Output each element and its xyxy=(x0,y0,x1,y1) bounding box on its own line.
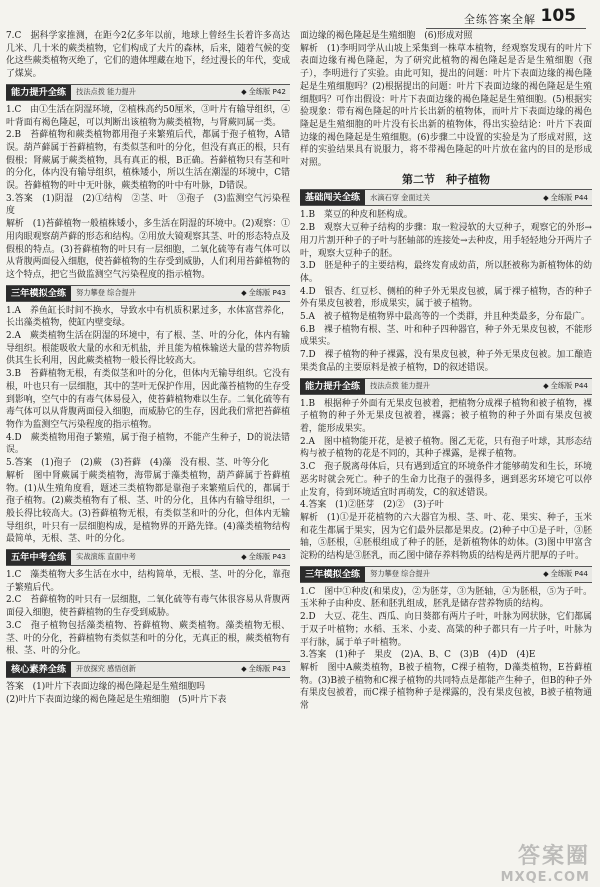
page-header xyxy=(0,4,600,30)
section-subtitle: 水滴石穿 金面过关 xyxy=(370,192,430,202)
section-banner xyxy=(6,549,290,566)
section-banner xyxy=(6,285,290,302)
section-subtitle: 努力攀登 综合提升 xyxy=(370,568,430,578)
section-page-ref: ◆ 全练版 P43 xyxy=(241,551,286,564)
section-title: 基础闯关全练 xyxy=(300,190,365,205)
answer-text: 面边缘的褐色隆起是生殖细胞 (6)形成对照 解析 (1)李明同学从山坡上采集到一株草本植物，经观察发现有的叶片下表面边缘有褐色隆起，为了研究此植物的褐色隆起是否是生殖细胞（孢子），李明进行了实验。由此可知，提出的问题：叶片下表面边缘的褐色隆起是生殖细胞吗？(2)根据提出的问题：叶片下表面边缘的褐色隆起是生殖细胞吗？可作出假设：叶片下表面边缘的褐色隆起是生殖细胞。(5)根据实验现象：带有褐色隆起的叶片长出新的植物体，而叶片下表面边缘的褐色隆起是生殖细胞的叶片没有长出新的植物体，得出实验结论：叶片下表面边缘的褐色隆起是生殖细胞。(6)步骤二中设置的实验是为了形成对照，这样的实验结果具有说服力，将不带褐色隆起的叶片放在盆内的目的是形成对照。 xyxy=(300,31,592,169)
section-page-ref: ◆ 全练版 P44 xyxy=(543,568,588,581)
section-title: 能力提升全练 xyxy=(6,85,71,100)
section-subtitle: 实战演练 直面中考 xyxy=(76,552,136,562)
answer-text: 1.C 图中①种皮(和果皮)，②为胚芽，③为胚轴，④为胚根，⑤为子叶。玉米种子由种皮、胚和胚乳组成，胚乳是储存营养物质的结构。 2.D 大豆、花生、西瓜、向日葵都有两片子叶，叶脉为网状脉，它们都属于双子叶植物；水稻、玉米、小麦、高粱的种子都只有一片子叶，叶脉为平行脉，属于单子叶植物。 3.答案 (1)种子 果皮 (2)A、B、C (3)B (4)D (4)E 解析 图中A蕨类植物，B被子植物，C裸子植物，D藻类植物，E苔藓植物。(3)B被子植物和C裸子植物的共同特点是都能产生种子，但B的种子外有果皮包被着，而C裸子植物种子是裸露的，没有果皮包被，B被子植物通常 xyxy=(300,586,592,712)
header-rule xyxy=(426,28,586,29)
section-page-ref: ◆ 全练版 P43 xyxy=(241,287,286,300)
watermark-top: 答案圈 xyxy=(517,844,590,869)
watermark-bottom: MXQE.COM xyxy=(500,870,590,885)
watermark-logo xyxy=(480,839,590,885)
header-title: 全练答案全解 xyxy=(464,13,536,26)
section-title: 核心素养全练 xyxy=(6,662,71,677)
section-page-ref: ◆ 全练版 P42 xyxy=(241,86,286,99)
answer-text: 1.C 藻类植物大多生活在水中，结构简单，无根、茎、叶的分化，靠孢子繁殖后代。 2.C 苔藓植物的叶只有一层细胞，二氧化硫等有毒气体很容易从背腹两面侵入细胞，使苔藓植物的生存受到威胁。 3.C 孢子植物包括藻类植物、苔藓植物、蕨类植物。藻类植物无根、茎、叶的分化，苔藓植物有类似茎和叶的分化，无真正的根，蕨类植物有根、茎、叶的分化。 xyxy=(6,570,290,657)
section-banner xyxy=(300,566,592,583)
section-page-ref: ◆ 全练版 P44 xyxy=(543,192,588,205)
page-number: 105 xyxy=(540,6,576,26)
section-title: 三年模拟全练 xyxy=(6,286,71,301)
section-banner xyxy=(6,84,290,101)
section-banner xyxy=(6,661,290,678)
right-column xyxy=(300,30,592,880)
chapter-heading: 第二节 种子植物 xyxy=(402,172,490,186)
section-banner xyxy=(300,378,592,395)
answer-text: 答案 (1)叶片下表面边缘的褐色隆起是生殖细胞吗 (2)叶片下表面边缘的褐色隆起是生殖细胞 (5)叶片下表 xyxy=(6,681,227,705)
left-column xyxy=(6,30,290,880)
section-subtitle: 技法点拨 能力提升 xyxy=(76,86,136,96)
section-title: 能力提升全练 xyxy=(300,379,365,394)
section-subtitle: 努力攀登 综合提升 xyxy=(76,287,136,297)
section-title: 五年中考全练 xyxy=(6,550,71,565)
section-subtitle: 技法点拨 能力提升 xyxy=(370,380,430,390)
answer-text: 1.B 根据种子外面有无果皮包被着，把植物分成裸子植物和被子植物，裸子植物的种子外无果皮包被着，裸露；被子植物的种子外面有果皮包被着，能形成果实。 2.A 图中植物能开花，是被子植物。图乙无花，只有孢子叶球，其形态结构与被子植物的花是不同的，其种子裸露，是裸子植物。 3.C 孢子脱离母体后，只有遇到适宜的环境条件才能够萌发和生长，环境恶劣时就会死亡。种子的生命力比孢子的强得多，遇到恶劣环境它可以停止发育，待到环境适宜时再萌发，C的叙述错误。 4.答案 (1)②胚芽 (2)② (3)子叶 解析 (1)①是开花植物的六大器官为根、茎、叶、花、果实、种子，玉米和花生都属于果实，因为它们最外层都是果皮。(2)种子中①是子叶，③胚轴，⑤胚根，④胚根组成了种子的胚，是新植物体的幼体。(3)图中甲富含淀粉的结构是③胚乳，而乙图中储存养料物质的结构是两片肥厚的子叶。 xyxy=(300,398,592,562)
answer-text: 1.A 养鱼缸长时间不换水，导致水中有机质积累过多，水体富营养化，长出藻类植物，使缸内壁变绿。 2.A 蕨类植物生活在阴湿的环境中，有了根、茎、叶的分化，体内有输导组织。根能吸收大量的水和无机盐，并且能为植株输送大量的营养物质供其生长利用，因此蕨类植物一般长得比较高大。 3.B 苔藓植物无根，有类似茎和叶的分化，但体内无输导组织。它没有根，叶也只有一层细胞，其中的茎叶无保护作用，因此藻苔植物的生存受到影响，空气中的有毒气体易侵入，使苔藓植物难以生存。二氧化硫等有毒气体可以从背腹两面侵入细胞，而威胁它的生存，因此我们常把苔藓植物作为监测空气污染程度的指示植物。 4.D 蕨类植物用孢子繁殖，属于孢子植物，不能产生种子，D的说法错误。 5.答案 (1)孢子 (2)蕨 (3)苔藓 (4)藻 没有根、茎、叶等分化 解析 图中肾蕨属于蕨类植物，海带属于藻类植物，葫芦藓属于苔藓植物。(1)从生殖角度看，题述三类植物都是靠孢子来繁殖后代的，都属于孢子植物。(2)蕨类植物有了根、茎、叶的分化，且体内有输导组织，一般长得比较高大。(3)苔藓植物无根，有类似茎和叶的分化，但体内无输导组织，叶只有一层细胞构成，是植物界的开路先锋。(4)藻类植物结构最简单，无根、茎、叶的分化。 xyxy=(6,305,290,545)
answer-text: 7.C 据科学家推测，在距今2亿多年以前，地球上曾经生长着许多高达几米、几十米的蕨类植物，它们构成了大片的森林，后来，随着气候的变化这些蕨类植物灭绝了，它们的遗体埋藏在地下，经过漫长的年代，变成了煤炭。 xyxy=(6,31,290,80)
section-banner xyxy=(300,189,592,206)
answer-text: 1.B 菜豆的种皮和胚构成。 2.B 观察大豆种子结构的步骤：取一粒浸软的大豆种子，观察它的外形→用刀片割开种子的子叶与胚轴部的连接处→去种皮，用手轻轻地分开两片子叶，观察大豆种子的胚。 3.D 胚是种子的主要结构，最终发育成幼苗，所以胚被称为新植物体的幼体。 4.D 银杏、红豆杉、侧柏的种子外无果皮包被，属于裸子植物，杏的种子外有果皮包被着，形成果实，属于被子植物。 5.A 被子植物是植物界中最高等的一个类群，并且种类最多，分布最广。 6.B 裸子植物有根、茎、叶和种子四种器官，种子外无果皮包被，不能形成果实。 7.D 裸子植物的种子裸露，没有果皮包被，种子外无果皮包被。加工酿造果类食品的主要原料是被子植物，D的叙述错误。 xyxy=(300,210,592,373)
section-title: 三年模拟全练 xyxy=(300,567,365,582)
section-page-ref: ◆ 全练版 P43 xyxy=(241,663,286,676)
section-page-ref: ◆ 全练版 P44 xyxy=(543,380,588,393)
answer-text: 1.C 由①生活在阴湿环境，②植株高约50厘米，③叶片有输导组织，④叶背面有褐色隆起，可以判断出该植物为蕨类植物，与肾蕨同属一类。 2.B 苔藓植物和蕨类植物都用孢子来繁殖后代，都属于孢子植物，A错误。葫芦藓属于苔藓植物，有类似茎和叶的分化，但没有真正的根，只有假根；肾蕨属于蕨类植物，具有真正的根，B正确。苔藓植物只有茎和叶的分化，体内没有输导组织，植株矮小，所以生活在潮湿的环境中，C错误。苔藓植物的叶中无叶脉，蕨类植物的叶中有叶脉，D错误。 3.答案 (1)阴湿 (2)①结构 ②茎、叶 ③孢子 (3)监测空气污染程度 解析 (1)苔藓植物一般植株矮小，多生活在阴湿的环境中。(2)观察：①用肉眼观察葫芦藓的形态和结构。②用放大镜观察其茎、叶的形态特点及假根的特点。(3)苔藓植物的叶只有一层细胞，二氧化硫等有毒气体可以从背腹两面侵入细胞，使苔藓植物的生存受到威胁，人们利用苔藓植物的这个特点，把它当做监测空气污染程度的指示植物。 xyxy=(6,104,290,280)
section-subtitle: 开放探究 感悟创新 xyxy=(76,664,136,674)
